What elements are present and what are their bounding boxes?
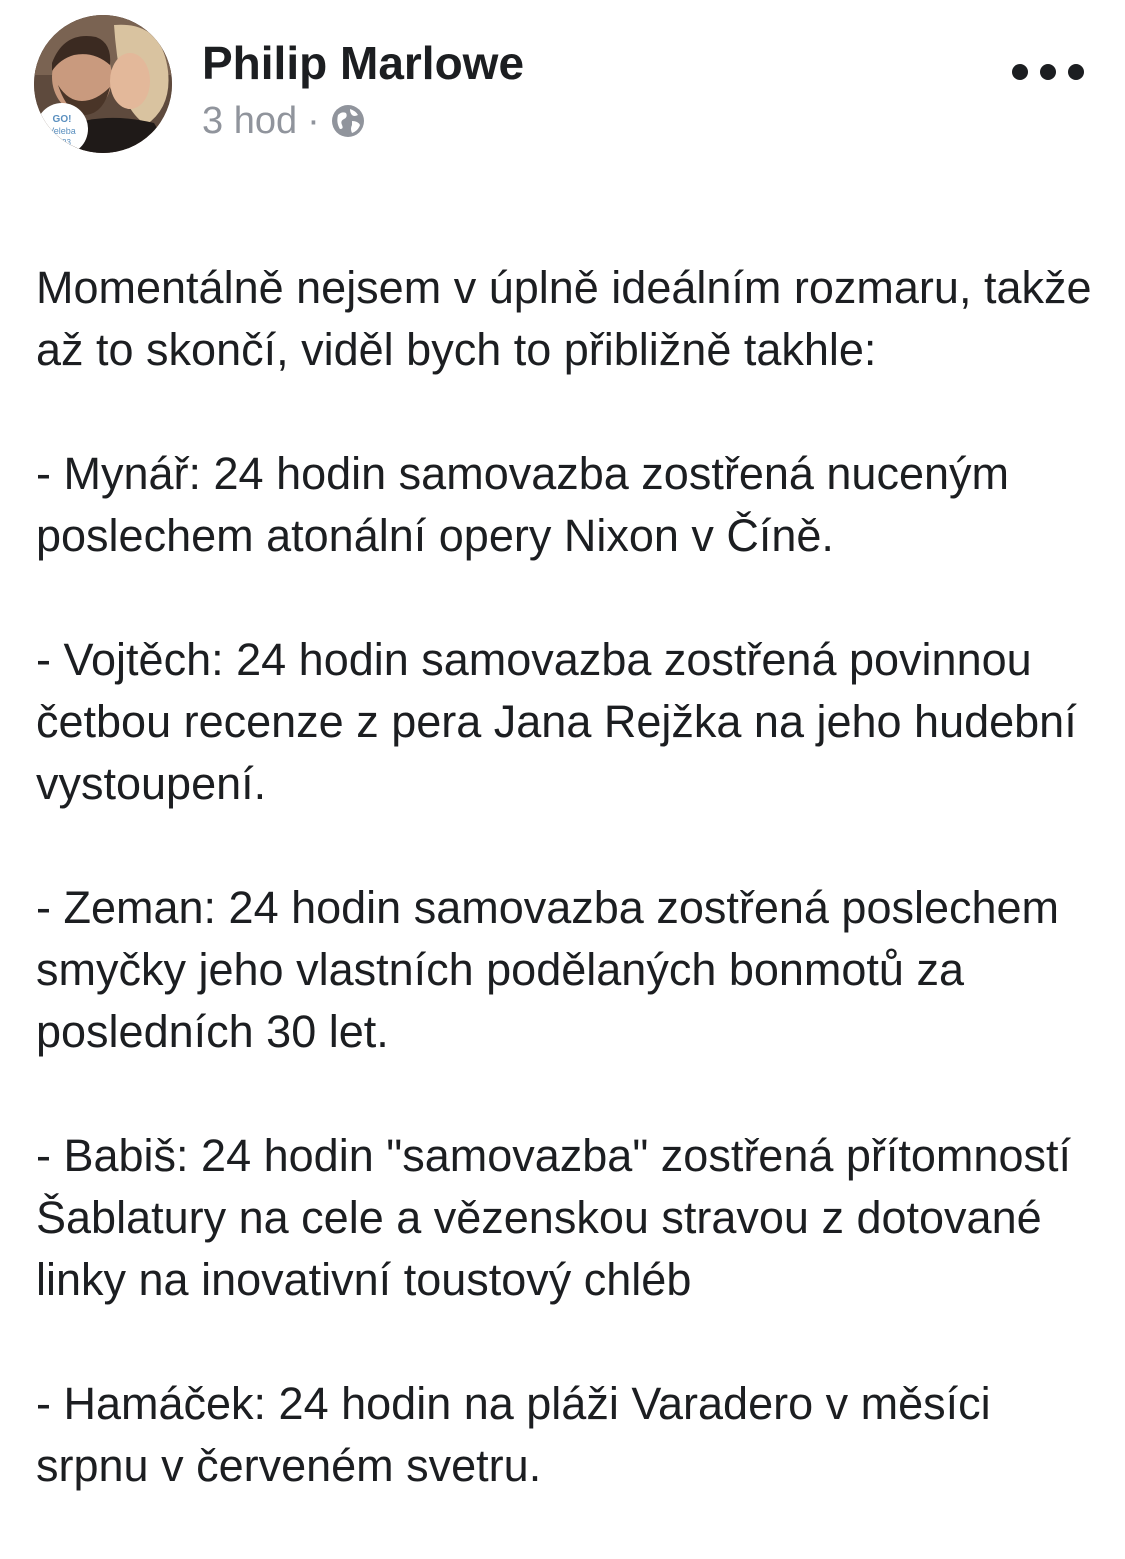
post-header	[0, 0, 1125, 170]
post-timestamp[interactable]: 3 hod	[202, 99, 298, 142]
post-body-text	[36, 195, 1096, 1559]
post-body-line: - Mynář: 24 hodin samovazba zostřená nuceným poslechem atonální opery Nixon v Číně.	[36, 448, 1009, 561]
avatar-photo	[34, 15, 172, 153]
post-body-line: - Vojtěch: 24 hodin samovazba zostřená povinnou četbou recenze z pera Jana Rejžka na jeho hudební vystoupení.	[36, 634, 1077, 809]
avatar-badge-line-1: GO!	[52, 114, 72, 125]
meta-separator: ·	[307, 99, 320, 142]
avatar[interactable]	[34, 15, 172, 153]
post-body-line: Momentálně nejsem v úplně ideálním rozmaru, takže až to skončí, viděl bych to přibližně takhle:	[36, 262, 1092, 375]
more-options-button[interactable]	[1012, 52, 1084, 92]
globe-icon[interactable]	[330, 103, 366, 139]
more-horizontal-icon	[1012, 64, 1028, 80]
avatar-badge-line-3: 2023	[53, 138, 71, 147]
more-horizontal-icon-dot	[1068, 64, 1084, 80]
avatar-badge-line-2: Veleba	[48, 126, 76, 136]
post-body-line: - Zeman: 24 hodin samovazba zostřená poslechem smyčky jeho vlastních podělaných bonmotů za posledních 30 let.	[36, 882, 1060, 1057]
author-name[interactable]: Philip Marlowe	[202, 37, 525, 89]
post-meta	[202, 98, 366, 144]
more-horizontal-icon-dot	[1040, 64, 1056, 80]
post-body-line: - Babiš: 24 hodin "samovazba" zostřená přítomností Šablatury na cele a vězenskou stravou z dotované linky na inovativní toustový chléb	[36, 1130, 1071, 1305]
post-body-line: - Hamáček: 24 hodin na pláži Varadero v měsíci srpnu v červeném svetru.	[36, 1378, 991, 1491]
